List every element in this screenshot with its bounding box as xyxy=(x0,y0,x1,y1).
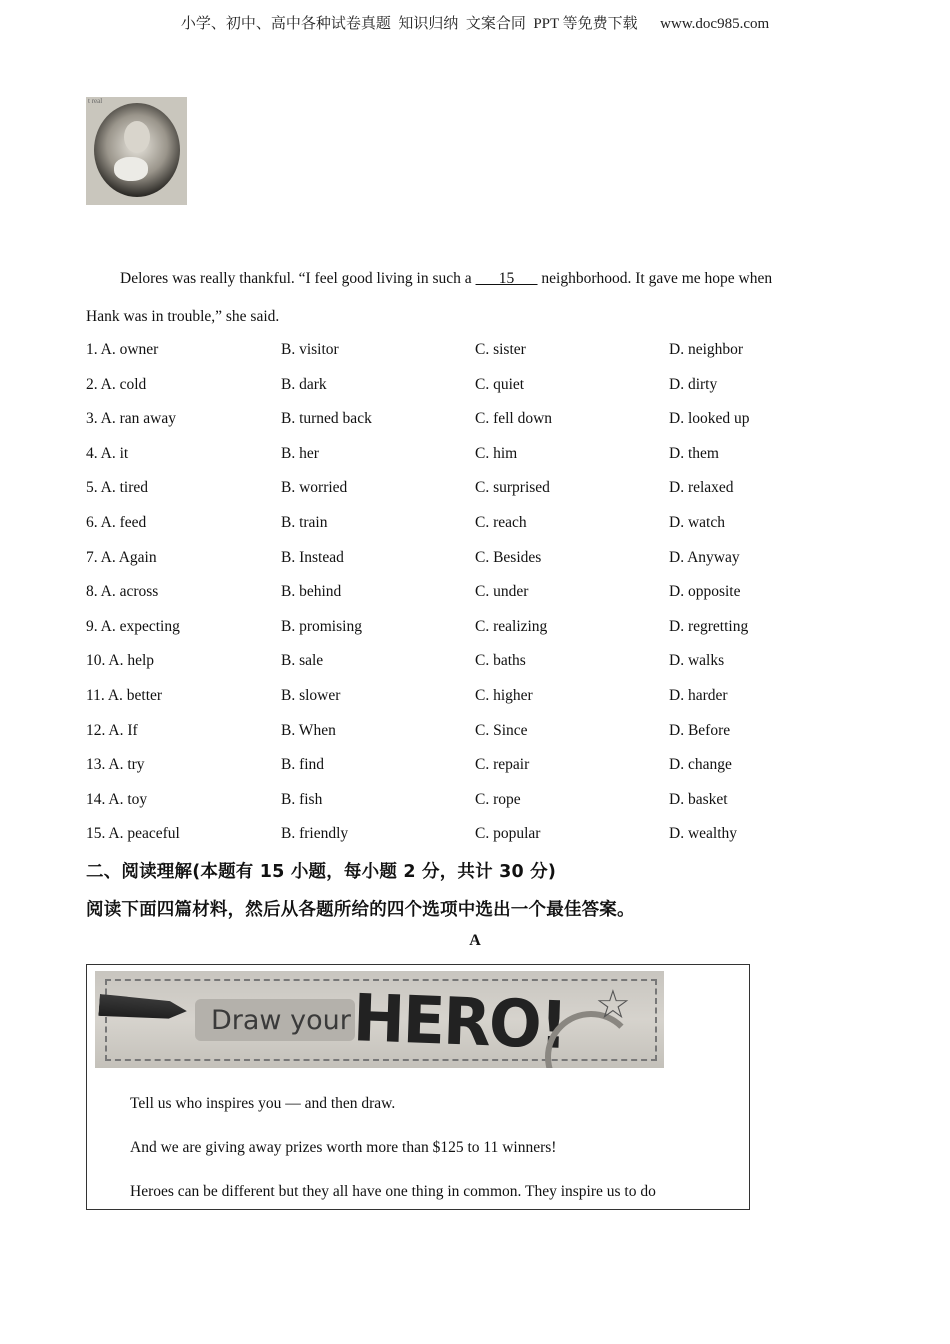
option-row xyxy=(86,514,866,538)
option-c: C. Besides xyxy=(475,548,542,566)
option-c: C. baths xyxy=(475,652,526,670)
option-b: B. sale xyxy=(281,652,324,670)
option-a: 3. A. ran away xyxy=(86,410,176,428)
option-row xyxy=(86,479,866,503)
option-c: C. him xyxy=(475,444,518,462)
option-d: D. looked up xyxy=(669,410,750,428)
draw-your-hero-banner xyxy=(95,971,664,1068)
option-a: 12. A. If xyxy=(86,721,138,739)
option-d: D. Before xyxy=(669,721,731,739)
section-instruction: 阅读下面四篇材料，然后从各题所给的四个选项中选出一个最佳答案。 xyxy=(86,900,635,920)
option-b: B. turned back xyxy=(281,410,372,428)
option-c: C. under xyxy=(475,583,529,601)
option-a: 7. A. Again xyxy=(86,548,157,566)
passage-a-line-1: Tell us who inspires you — and then draw. xyxy=(130,1095,396,1112)
option-c: C. reach xyxy=(475,514,527,531)
option-b: B. friendly xyxy=(281,825,349,843)
option-b: B. Instead xyxy=(281,548,344,566)
option-d: D. regretting xyxy=(669,617,749,635)
option-a: 11. A. better xyxy=(86,687,163,704)
option-b: B. dark xyxy=(281,375,327,393)
passage-line-1 xyxy=(86,260,900,298)
option-b: B. find xyxy=(281,756,325,774)
section-title: 二、阅读理解(本题有 15 小题，每小题 2 分，共计 30 分) xyxy=(86,862,557,882)
option-row xyxy=(86,756,866,780)
option-row xyxy=(86,825,866,849)
option-d: D. wealthy xyxy=(669,825,738,843)
option-a: 13. A. try xyxy=(86,756,145,774)
banner-hero-text: HERO! xyxy=(351,979,568,1064)
star-icon: ☆ xyxy=(595,982,631,1027)
blank-15: 15 xyxy=(475,270,538,287)
option-row xyxy=(86,376,866,400)
option-b: B. When xyxy=(281,721,336,739)
option-b: B. fish xyxy=(281,790,323,808)
portrait-photo xyxy=(86,97,187,205)
passage-a-line-3: Heroes can be different but they all have one thing in common. They inspire us to do xyxy=(130,1183,656,1200)
option-c: C. higher xyxy=(475,687,533,704)
option-d: D. them xyxy=(669,444,719,462)
option-d: D. opposite xyxy=(669,583,741,601)
option-c: C. rope xyxy=(475,790,521,808)
option-b: B. slower xyxy=(281,687,341,704)
option-b: B. her xyxy=(281,444,319,462)
option-b: B. behind xyxy=(281,583,342,601)
passage-line-2: Hank was in trouble,” she said. xyxy=(86,308,280,325)
option-c: C. repair xyxy=(475,756,530,774)
option-row xyxy=(86,687,866,711)
option-b: B. visitor xyxy=(281,341,339,358)
option-c: C. popular xyxy=(475,825,541,843)
option-a: 1. A. owner xyxy=(86,341,159,358)
page-header: 小学、初中、高中各种试卷真题 知识归纳 文案合同 PPT 等免费下载 www.doc985.com xyxy=(180,16,770,32)
option-a: 2. A. cold xyxy=(86,375,147,393)
option-d: D. dirty xyxy=(669,375,718,393)
passage-a-line-2: And we are giving away prizes worth more than $125 to 11 winners! xyxy=(130,1139,557,1156)
option-d: D. walks xyxy=(669,652,725,670)
option-c: C. fell down xyxy=(475,410,553,428)
option-row xyxy=(86,445,866,469)
photo-dog xyxy=(114,157,148,181)
option-d: D. harder xyxy=(669,687,728,704)
option-d: D. change xyxy=(669,756,732,774)
option-d: D. basket xyxy=(669,790,728,808)
option-a: 6. A. feed xyxy=(86,514,147,531)
option-c: C. surprised xyxy=(475,479,550,497)
photo-face xyxy=(124,121,150,153)
passage-text-after: neighborhood. It gave me hope when xyxy=(537,270,773,287)
passage-label: A xyxy=(469,932,481,949)
passage-text-before: Delores was really thankful. “I feel good living in such a xyxy=(120,270,476,287)
banner-draw-text: Draw your xyxy=(211,1005,351,1036)
option-row xyxy=(86,583,866,607)
option-d: D. Anyway xyxy=(669,548,740,566)
option-row xyxy=(86,341,866,365)
option-row xyxy=(86,652,866,676)
option-a: 8. A. across xyxy=(86,583,159,601)
option-a: 4. A. it xyxy=(86,444,129,462)
option-a: 9. A. expecting xyxy=(86,617,180,635)
option-b: B. promising xyxy=(281,617,362,635)
option-row xyxy=(86,618,866,642)
option-a: 10. A. help xyxy=(86,652,155,670)
option-c: C. realizing xyxy=(475,617,548,635)
option-row xyxy=(86,549,866,573)
option-row xyxy=(86,791,866,815)
option-row xyxy=(86,410,866,434)
passage-a-box xyxy=(86,964,750,1210)
option-row xyxy=(86,722,866,746)
option-d: D. neighbor xyxy=(669,341,744,358)
option-b: B. worried xyxy=(281,479,348,497)
option-d: D. relaxed xyxy=(669,479,734,497)
option-a: 5. A. tired xyxy=(86,479,148,497)
option-a: 15. A. peaceful xyxy=(86,825,180,843)
photo-caption-fragment: t real xyxy=(88,97,103,105)
option-c: C. sister xyxy=(475,341,526,358)
option-c: C. quiet xyxy=(475,375,525,393)
option-d: D. watch xyxy=(669,514,725,531)
option-b: B. train xyxy=(281,514,328,531)
option-a: 14. A. toy xyxy=(86,790,148,808)
option-c: C. Since xyxy=(475,721,528,739)
